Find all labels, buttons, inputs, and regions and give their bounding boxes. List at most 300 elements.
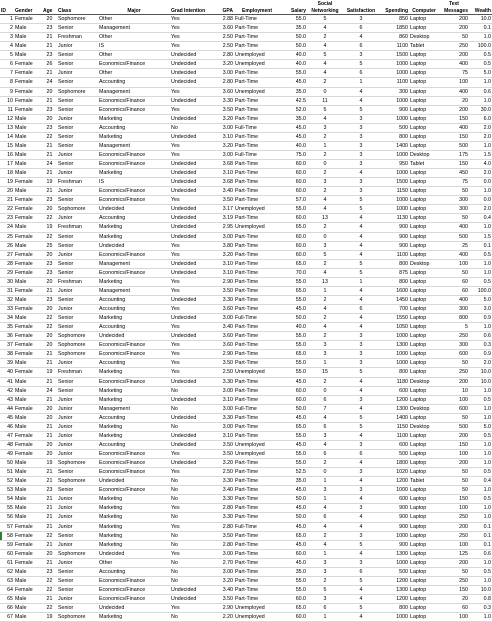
cell-salary[interactable]: 45.0: [280, 377, 307, 386]
cell-grad-intention[interactable]: Undecided: [170, 69, 216, 78]
cell-major[interactable]: Undecided: [98, 241, 170, 250]
table-row[interactable]: [0, 259, 492, 268]
cell-wealth[interactable]: 2.0: [469, 205, 492, 214]
cell-grad-intention[interactable]: Yes: [170, 87, 216, 96]
cell-computer[interactable]: Desktop: [409, 377, 439, 386]
cell-gender[interactable]: Female: [14, 78, 42, 87]
cell-wealth[interactable]: 0.1: [469, 531, 492, 540]
cell-grad-intention[interactable]: No: [170, 558, 216, 567]
cell-major[interactable]: Economics/Finance: [98, 187, 170, 196]
cell-age[interactable]: 23: [42, 24, 57, 33]
cell-satisfaction[interactable]: 5: [343, 205, 379, 214]
cell-salary[interactable]: 75.0: [280, 150, 307, 159]
cell-class[interactable]: Junior: [57, 431, 98, 440]
cell-social-networking[interactable]: 5: [307, 250, 343, 259]
cell-id[interactable]: 57: [0, 522, 14, 531]
table-row[interactable]: [0, 78, 492, 87]
cell-grad-intention[interactable]: No: [170, 477, 216, 486]
cell-salary[interactable]: 55.0: [280, 15, 307, 24]
cell-class[interactable]: Senior: [57, 377, 98, 386]
cell-age[interactable]: 20: [42, 413, 57, 422]
cell-employment[interactable]: Unemployed: [234, 223, 280, 232]
cell-spending[interactable]: 875: [379, 268, 409, 277]
cell-employment[interactable]: Part-Time: [234, 350, 280, 359]
cell-wealth[interactable]: 0.3: [469, 604, 492, 613]
cell-salary[interactable]: 60.0: [280, 160, 307, 169]
cell-grad-intention[interactable]: Undecided: [170, 314, 216, 323]
cell-computer[interactable]: Laptop: [409, 69, 439, 78]
cell-text-messages[interactable]: 400: [439, 223, 469, 232]
cell-computer[interactable]: Laptop: [409, 295, 439, 304]
cell-age[interactable]: 19: [42, 178, 57, 187]
cell-id[interactable]: 62: [0, 567, 14, 576]
cell-grad-intention[interactable]: Undecided: [170, 332, 216, 341]
cell-gender[interactable]: Female: [14, 250, 42, 259]
cell-salary[interactable]: 55.0: [280, 359, 307, 368]
cell-class[interactable]: Senior: [57, 585, 98, 594]
cell-computer[interactable]: Laptop: [409, 96, 439, 105]
cell-employment[interactable]: Unemployed: [234, 604, 280, 613]
cell-satisfaction[interactable]: 3: [343, 332, 379, 341]
cell-employment[interactable]: Part-Time: [234, 504, 280, 513]
cell-spending[interactable]: 800: [379, 132, 409, 141]
cell-text-messages[interactable]: 500: [439, 422, 469, 431]
table-row[interactable]: [0, 468, 492, 477]
cell-text-messages[interactable]: 200: [439, 105, 469, 114]
cell-class[interactable]: Sophomore: [57, 15, 98, 24]
cell-salary[interactable]: 60.0: [280, 549, 307, 558]
cell-social-networking[interactable]: 3: [307, 178, 343, 187]
cell-class[interactable]: Senior: [57, 196, 98, 205]
cell-computer[interactable]: Laptop: [409, 450, 439, 459]
cell-gender[interactable]: Male: [14, 223, 42, 232]
cell-social-networking[interactable]: 4: [307, 522, 343, 531]
cell-id[interactable]: 10: [0, 96, 14, 105]
cell-gpa[interactable]: 2.90: [216, 604, 234, 613]
header-grad-intention[interactable]: Grad Intention: [170, 7, 216, 15]
cell-gpa[interactable]: 3.68: [216, 160, 234, 169]
table-row[interactable]: [0, 341, 492, 350]
cell-spending[interactable]: 1300: [379, 341, 409, 350]
cell-satisfaction[interactable]: 5: [343, 413, 379, 422]
cell-class[interactable]: Senior: [57, 323, 98, 332]
table-row[interactable]: [0, 232, 492, 241]
cell-id[interactable]: 4: [0, 42, 14, 51]
cell-computer[interactable]: Laptop: [409, 585, 439, 594]
cell-computer[interactable]: Laptop: [409, 205, 439, 214]
cell-text-messages[interactable]: 60: [439, 277, 469, 286]
cell-spending[interactable]: 1000: [379, 558, 409, 567]
header-text-messages[interactable]: Messages: [439, 7, 469, 15]
cell-id[interactable]: 18: [0, 169, 14, 178]
cell-employment[interactable]: Part-Time: [234, 558, 280, 567]
table-row[interactable]: [0, 160, 492, 169]
cell-salary[interactable]: 55.0: [280, 576, 307, 585]
table-row[interactable]: [0, 422, 492, 431]
cell-wealth[interactable]: 0.5: [469, 495, 492, 504]
cell-salary[interactable]: 50.0: [280, 495, 307, 504]
cell-age[interactable]: 23: [42, 268, 57, 277]
cell-salary[interactable]: 45.0: [280, 305, 307, 314]
cell-major[interactable]: Economics/Finance: [98, 250, 170, 259]
cell-salary[interactable]: 35.0: [280, 24, 307, 33]
cell-gpa[interactable]: 3.50: [216, 450, 234, 459]
cell-class[interactable]: Senior: [57, 160, 98, 169]
cell-social-networking[interactable]: 6: [307, 604, 343, 613]
cell-social-networking[interactable]: 4: [307, 440, 343, 449]
table-row[interactable]: [0, 368, 492, 377]
cell-class[interactable]: Freshman: [57, 223, 98, 232]
cell-wealth[interactable]: 1.0: [469, 558, 492, 567]
cell-salary[interactable]: 35.0: [280, 567, 307, 576]
cell-gender[interactable]: Male: [14, 24, 42, 33]
cell-gpa[interactable]: 2.20: [216, 613, 234, 622]
cell-gender[interactable]: Male: [14, 422, 42, 431]
cell-social-networking[interactable]: 0: [307, 232, 343, 241]
cell-gender[interactable]: Male: [14, 477, 42, 486]
cell-class[interactable]: Sophomore: [57, 332, 98, 341]
cell-satisfaction[interactable]: 4: [343, 314, 379, 323]
cell-class[interactable]: Junior: [57, 42, 98, 51]
cell-age[interactable]: 22: [42, 232, 57, 241]
cell-text-messages[interactable]: 250: [439, 368, 469, 377]
cell-id[interactable]: 41: [0, 377, 14, 386]
cell-wealth[interactable]: 1.0: [469, 386, 492, 395]
header-salary[interactable]: Salary: [280, 7, 307, 15]
cell-text-messages[interactable]: 50: [439, 33, 469, 42]
cell-major[interactable]: Marketing: [98, 540, 170, 549]
cell-salary[interactable]: 40.0: [280, 141, 307, 150]
cell-grad-intention[interactable]: No: [170, 613, 216, 622]
cell-computer[interactable]: Laptop: [409, 513, 439, 522]
cell-age[interactable]: 20: [42, 341, 57, 350]
cell-gpa[interactable]: 3.10: [216, 395, 234, 404]
cell-wealth[interactable]: 10.0: [469, 377, 492, 386]
cell-satisfaction[interactable]: 4: [343, 495, 379, 504]
cell-id[interactable]: 2: [0, 24, 14, 33]
cell-class[interactable]: Senior: [57, 123, 98, 132]
cell-computer[interactable]: Desktop: [409, 422, 439, 431]
cell-salary[interactable]: 65.0: [280, 531, 307, 540]
cell-satisfaction[interactable]: 3: [343, 531, 379, 540]
cell-id[interactable]: 44: [0, 404, 14, 413]
cell-grad-intention[interactable]: Undecided: [170, 60, 216, 69]
cell-satisfaction[interactable]: 3: [343, 178, 379, 187]
cell-social-networking[interactable]: 6: [307, 513, 343, 522]
cell-wealth[interactable]: 0.1: [469, 24, 492, 33]
header-gpa[interactable]: GPA: [216, 7, 234, 15]
cell-computer[interactable]: Laptop: [409, 431, 439, 440]
cell-gender[interactable]: Male: [14, 468, 42, 477]
cell-text-messages[interactable]: 50: [439, 268, 469, 277]
cell-spending[interactable]: 1000: [379, 531, 409, 540]
cell-id[interactable]: 31: [0, 286, 14, 295]
cell-social-networking[interactable]: 4: [307, 42, 343, 51]
table-row[interactable]: [0, 595, 492, 604]
cell-class[interactable]: Junior: [57, 359, 98, 368]
cell-gender[interactable]: Male: [14, 42, 42, 51]
cell-class[interactable]: Sophomore: [57, 549, 98, 558]
cell-computer[interactable]: Laptop: [409, 178, 439, 187]
cell-wealth[interactable]: 0.5: [469, 395, 492, 404]
cell-employment[interactable]: Part-Time: [234, 386, 280, 395]
cell-class[interactable]: Junior: [57, 250, 98, 259]
cell-computer[interactable]: Laptop: [409, 350, 439, 359]
table-row[interactable]: [0, 96, 492, 105]
cell-social-networking[interactable]: 5: [307, 51, 343, 60]
cell-major[interactable]: Marketing: [98, 504, 170, 513]
cell-text-messages[interactable]: 200: [439, 24, 469, 33]
cell-class[interactable]: Senior: [57, 314, 98, 323]
cell-satisfaction[interactable]: 3: [343, 160, 379, 169]
cell-text-messages[interactable]: 50: [439, 214, 469, 223]
cell-major[interactable]: Economics/Finance: [98, 576, 170, 585]
cell-computer[interactable]: Laptop: [409, 504, 439, 513]
cell-gpa[interactable]: 3.60: [216, 332, 234, 341]
cell-age[interactable]: 23: [42, 105, 57, 114]
cell-id[interactable]: 16: [0, 150, 14, 159]
table-row[interactable]: [0, 486, 492, 495]
cell-class[interactable]: Senior: [57, 576, 98, 585]
cell-computer[interactable]: Laptop: [409, 314, 439, 323]
cell-social-networking[interactable]: 11: [307, 96, 343, 105]
table-row[interactable]: [0, 51, 492, 60]
table-row[interactable]: [0, 431, 492, 440]
cell-wealth[interactable]: 0.5: [469, 51, 492, 60]
cell-gpa[interactable]: 2.80: [216, 78, 234, 87]
cell-major[interactable]: Economics/Finance: [98, 60, 170, 69]
cell-wealth[interactable]: 10.0: [469, 585, 492, 594]
cell-gender[interactable]: Female: [14, 15, 42, 24]
cell-grad-intention[interactable]: Yes: [170, 468, 216, 477]
cell-employment[interactable]: Part-Time: [234, 585, 280, 594]
cell-age[interactable]: 23: [42, 486, 57, 495]
cell-age[interactable]: 22: [42, 132, 57, 141]
cell-gender[interactable]: Male: [14, 277, 42, 286]
table-row[interactable]: [0, 214, 492, 223]
cell-gpa[interactable]: 3.20: [216, 576, 234, 585]
cell-salary[interactable]: 40.0: [280, 323, 307, 332]
cell-age[interactable]: 20: [42, 114, 57, 123]
cell-id[interactable]: 13: [0, 123, 14, 132]
cell-spending[interactable]: 900: [379, 223, 409, 232]
cell-wealth[interactable]: 0.5: [469, 468, 492, 477]
cell-id[interactable]: 32: [0, 295, 14, 304]
cell-spending[interactable]: 1550: [379, 314, 409, 323]
cell-wealth[interactable]: 0.6: [469, 87, 492, 96]
cell-social-networking[interactable]: 3: [307, 123, 343, 132]
cell-id[interactable]: 12: [0, 114, 14, 123]
cell-satisfaction[interactable]: 4: [343, 87, 379, 96]
cell-gender[interactable]: Male: [14, 160, 42, 169]
cell-computer[interactable]: Laptop: [409, 468, 439, 477]
cell-social-networking[interactable]: 4: [307, 205, 343, 214]
cell-salary[interactable]: 55.0: [280, 332, 307, 341]
cell-salary[interactable]: 45.0: [280, 504, 307, 513]
cell-major[interactable]: Economics/Finance: [98, 377, 170, 386]
cell-class[interactable]: Junior: [57, 422, 98, 431]
cell-major[interactable]: Marketing: [98, 522, 170, 531]
table-row[interactable]: [0, 377, 492, 386]
cell-social-networking[interactable]: 3: [307, 241, 343, 250]
cell-major[interactable]: Undecided: [98, 604, 170, 613]
table-row[interactable]: [0, 314, 492, 323]
cell-class[interactable]: Senior: [57, 24, 98, 33]
cell-gender[interactable]: Female: [14, 368, 42, 377]
cell-satisfaction[interactable]: 1: [343, 78, 379, 87]
cell-salary[interactable]: 55.0: [280, 585, 307, 594]
cell-age[interactable]: 20: [42, 250, 57, 259]
cell-class[interactable]: Junior: [57, 540, 98, 549]
cell-text-messages[interactable]: 60: [439, 286, 469, 295]
table-row[interactable]: [0, 359, 492, 368]
cell-gender[interactable]: Female: [14, 431, 42, 440]
cell-spending[interactable]: 1800: [379, 459, 409, 468]
cell-employment[interactable]: Part-Time: [234, 250, 280, 259]
cell-computer[interactable]: Laptop: [409, 214, 439, 223]
cell-satisfaction[interactable]: 3: [343, 350, 379, 359]
cell-spending[interactable]: 1050: [379, 323, 409, 332]
cell-age[interactable]: 21: [42, 42, 57, 51]
cell-text-messages[interactable]: 150: [439, 585, 469, 594]
cell-satisfaction[interactable]: 5: [343, 196, 379, 205]
table-row[interactable]: [0, 286, 492, 295]
cell-age[interactable]: 21: [42, 540, 57, 549]
cell-grad-intention[interactable]: Yes: [170, 450, 216, 459]
cell-major[interactable]: Economics/Finance: [98, 450, 170, 459]
cell-satisfaction[interactable]: 4: [343, 96, 379, 105]
cell-text-messages[interactable]: 300: [439, 196, 469, 205]
cell-grad-intention[interactable]: Undecided: [170, 413, 216, 422]
cell-text-messages[interactable]: 200: [439, 15, 469, 24]
cell-text-messages[interactable]: 50: [439, 567, 469, 576]
cell-computer[interactable]: Laptop: [409, 15, 439, 24]
cell-social-networking[interactable]: 13: [307, 277, 343, 286]
cell-major[interactable]: Accounting: [98, 295, 170, 304]
table-row[interactable]: [0, 42, 492, 51]
cell-wealth[interactable]: 1.0: [469, 187, 492, 196]
cell-satisfaction[interactable]: 3: [343, 51, 379, 60]
cell-salary[interactable]: 52.5: [280, 468, 307, 477]
cell-employment[interactable]: Full-Time: [234, 123, 280, 132]
cell-age[interactable]: 20: [42, 450, 57, 459]
cell-social-networking[interactable]: 2: [307, 377, 343, 386]
cell-grad-intention[interactable]: Undecided: [170, 431, 216, 440]
cell-id[interactable]: 1: [0, 15, 14, 24]
cell-salary[interactable]: 52.0: [280, 105, 307, 114]
cell-salary[interactable]: 45.0: [280, 486, 307, 495]
cell-age[interactable]: 20: [42, 87, 57, 96]
cell-salary[interactable]: 45.0: [280, 522, 307, 531]
cell-gpa[interactable]: 3.50: [216, 359, 234, 368]
cell-major[interactable]: Accounting: [98, 359, 170, 368]
cell-major[interactable]: Economics/Finance: [98, 96, 170, 105]
cell-salary[interactable]: 65.0: [280, 223, 307, 232]
cell-class[interactable]: Junior: [57, 114, 98, 123]
cell-class[interactable]: Senior: [57, 531, 98, 540]
cell-grad-intention[interactable]: No: [170, 404, 216, 413]
cell-social-networking[interactable]: 4: [307, 540, 343, 549]
cell-satisfaction[interactable]: 6: [343, 24, 379, 33]
cell-computer[interactable]: Laptop: [409, 187, 439, 196]
header-wealth[interactable]: Wealth: [469, 7, 492, 15]
table-row[interactable]: [0, 141, 492, 150]
cell-satisfaction[interactable]: 3: [343, 486, 379, 495]
cell-id[interactable]: 33: [0, 305, 14, 314]
table-row[interactable]: [0, 567, 492, 576]
cell-computer[interactable]: Laptop: [409, 486, 439, 495]
cell-computer[interactable]: Laptop: [409, 141, 439, 150]
cell-age[interactable]: 20: [42, 277, 57, 286]
cell-major[interactable]: Marketing: [98, 314, 170, 323]
cell-text-messages[interactable]: 250: [439, 42, 469, 51]
cell-spending[interactable]: 500: [379, 450, 409, 459]
cell-wealth[interactable]: 1.0: [469, 268, 492, 277]
cell-text-messages[interactable]: 250: [439, 531, 469, 540]
cell-age[interactable]: 23: [42, 567, 57, 576]
cell-age[interactable]: 21: [42, 513, 57, 522]
cell-id[interactable]: 58: [0, 531, 14, 540]
cell-class[interactable]: Junior: [57, 595, 98, 604]
cell-employment[interactable]: Part-Time: [234, 232, 280, 241]
cell-class[interactable]: Junior: [57, 513, 98, 522]
cell-grad-intention[interactable]: Yes: [170, 250, 216, 259]
table-row[interactable]: [0, 332, 492, 341]
cell-id[interactable]: 20: [0, 187, 14, 196]
cell-gpa[interactable]: 3.30: [216, 495, 234, 504]
cell-salary[interactable]: 60.0: [280, 214, 307, 223]
cell-major[interactable]: Marketing: [98, 613, 170, 622]
cell-satisfaction[interactable]: 3: [343, 15, 379, 24]
cell-wealth[interactable]: 0.5: [469, 250, 492, 259]
cell-satisfaction[interactable]: 6: [343, 42, 379, 51]
cell-major[interactable]: Marketing: [98, 368, 170, 377]
cell-employment[interactable]: Part-Time: [234, 549, 280, 558]
cell-text-messages[interactable]: 100: [439, 78, 469, 87]
cell-spending[interactable]: 1600: [379, 286, 409, 295]
cell-satisfaction[interactable]: 4: [343, 595, 379, 604]
table-row[interactable]: [0, 604, 492, 613]
cell-grad-intention[interactable]: Yes: [170, 350, 216, 359]
cell-spending[interactable]: 900: [379, 540, 409, 549]
cell-wealth[interactable]: 1.0: [469, 323, 492, 332]
cell-gpa[interactable]: 3.68: [216, 178, 234, 187]
cell-employment[interactable]: Part-Time: [234, 576, 280, 585]
cell-id[interactable]: 55: [0, 504, 14, 513]
cell-social-networking[interactable]: 2: [307, 295, 343, 304]
cell-spending[interactable]: 1000: [379, 69, 409, 78]
cell-spending[interactable]: 1180: [379, 377, 409, 386]
cell-spending[interactable]: 1000: [379, 205, 409, 214]
cell-gpa[interactable]: 3.50: [216, 286, 234, 295]
cell-id[interactable]: 59: [0, 540, 14, 549]
cell-social-networking[interactable]: 0: [307, 87, 343, 96]
table-row[interactable]: [0, 295, 492, 304]
header-employment[interactable]: Employment: [234, 7, 280, 15]
cell-grad-intention[interactable]: Yes: [170, 105, 216, 114]
cell-gender[interactable]: Female: [14, 522, 42, 531]
cell-age[interactable]: 21: [42, 350, 57, 359]
cell-text-messages[interactable]: 100: [439, 259, 469, 268]
cell-satisfaction[interactable]: 5: [343, 576, 379, 585]
cell-satisfaction[interactable]: 3: [343, 558, 379, 567]
cell-salary[interactable]: 55.0: [280, 341, 307, 350]
cell-social-networking[interactable]: 2: [307, 33, 343, 42]
cell-salary[interactable]: 60.0: [280, 169, 307, 178]
table-row[interactable]: [0, 250, 492, 259]
cell-gender[interactable]: Female: [14, 96, 42, 105]
cell-wealth[interactable]: 1.0: [469, 486, 492, 495]
